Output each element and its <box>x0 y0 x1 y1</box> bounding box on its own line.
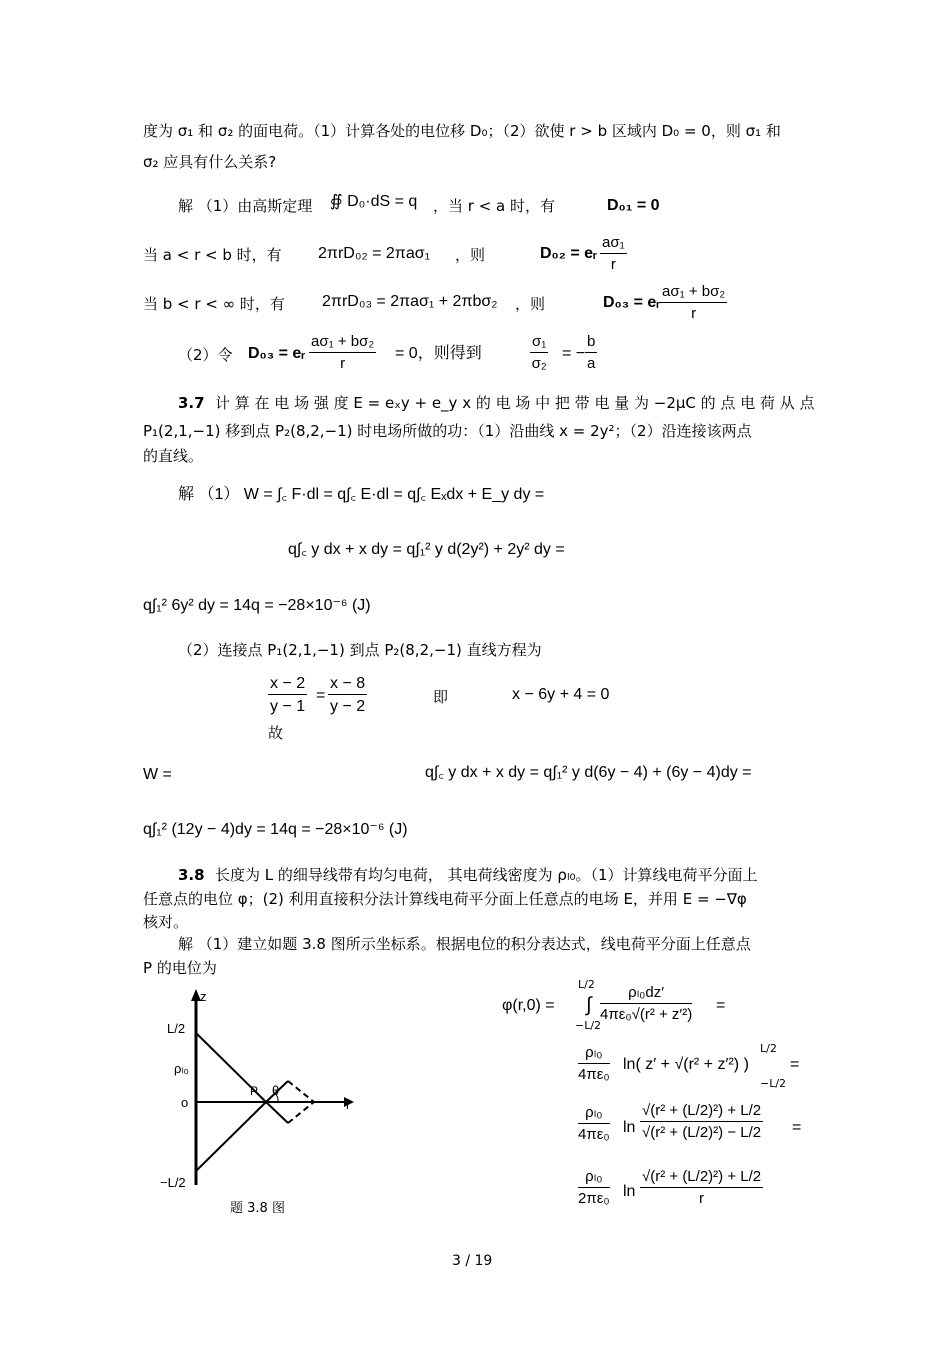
solution-label: 解 （1）由高斯定理 <box>178 197 313 215</box>
work-step-1: 解 （1） W = ∫꜀ F·dl = q∫꜀ E·dl = q∫꜀ Eₓdx + E_y dy = <box>178 486 545 503</box>
top-label: L/2 <box>167 1021 186 1036</box>
phi-step4-log-fraction <box>640 1168 763 1208</box>
case2-then: ，则 <box>455 246 486 264</box>
text-line-2: σ₂ 应具有什么关系? <box>143 153 277 171</box>
theta-label: θ <box>272 1083 280 1098</box>
dashed-upper <box>288 1081 314 1102</box>
origin-label: o <box>181 1095 189 1110</box>
phi-lhs: φ(r,0) = <box>502 997 555 1014</box>
problem-3-8-number: 3.8 <box>178 866 205 884</box>
case3-equation: 2πrD₀₃ = 2πaσ₁ + 2πbσ₂ <box>322 293 498 310</box>
solution-3-8-line-1: 解 （1）建立如题 3.8 图所示坐标系。根据电位的积分表达式，线电荷平分面上任意点 <box>178 935 751 953</box>
line-fraction-2 <box>328 674 367 716</box>
figure-3-8 <box>140 985 380 1225</box>
case3-lhs: D₀₃ = eᵣ <box>603 294 661 311</box>
point-p-label: P <box>250 1084 259 1098</box>
phi-eq1: = <box>716 997 726 1014</box>
rho-label: ρₗ₀ <box>174 1061 189 1076</box>
phi-step1-num: ρₗ₀dz′ <box>600 984 692 1004</box>
line-equation-intro: （2）连接点 P₁(2,1,−1) 到点 P₂(8,2,−1) 直线方程为 <box>178 641 542 659</box>
work-lhs: W = <box>143 766 172 783</box>
part2-lhs: D₀₃ = eᵣ <box>248 345 306 362</box>
phi-step4-num: ρₗ₀ <box>578 1168 610 1188</box>
problem-3-8-text-1: 长度为 L 的细导线带有均匀电荷， 其电荷线密度为 ρₗ₀。（1）计算线电荷平分面上 <box>215 866 758 884</box>
line-frac1-num: x − 2 <box>268 674 307 695</box>
field-vector-down <box>266 1102 288 1123</box>
problem-3-7-text-3: 的直线。 <box>143 447 204 465</box>
condition-text: ，当 r < a 时，有 <box>433 197 556 215</box>
line-frac2-num: x − 8 <box>328 674 367 695</box>
phi-step1-fraction <box>600 984 692 1024</box>
part2-label: （2）令 <box>178 346 233 364</box>
phi-lower-limit: −L/2 <box>575 1019 602 1032</box>
ba-fraction <box>585 333 597 373</box>
phi-eq2: = <box>790 1056 800 1073</box>
r-label: r <box>346 1097 351 1112</box>
ie-text: 即 <box>433 688 449 706</box>
phi-step2-log: ln( z′ + √(r² + z′²) ) <box>623 1056 749 1073</box>
line-equation: x − 6y + 4 = 0 <box>512 686 610 703</box>
phi-step2-num: ρₗ₀ <box>578 1044 610 1064</box>
bottom-label: −L/2 <box>160 1175 186 1190</box>
problem-3-8-text-3: 核对。 <box>143 913 189 931</box>
work-final: q∫₁² (12y − 4)dy = 14q = −28×10⁻⁶ (J) <box>143 821 408 838</box>
case3-numerator: aσ₁ + bσ₂ <box>660 283 727 303</box>
work-step-2: q∫꜀ y dx + x dy = q∫₁² y d(2y²) + 2y² dy = <box>288 541 565 558</box>
problem-3-7-number: 3.7 <box>178 394 205 412</box>
problem-3-8-text-2: 任意点的电位 φ；(2) 利用直接积分法计算线电荷平分面上任意点的电场 E，并用 E = −∇φ <box>143 890 747 908</box>
phi-step3-fraction <box>578 1104 610 1144</box>
part2-denominator: r <box>340 355 346 372</box>
page-number: 3 / 19 <box>452 1253 493 1269</box>
phi-step3-log-den: √(r² + (L/2)²) − L/2 <box>642 1124 762 1141</box>
z-label: z <box>200 989 207 1004</box>
case2-denominator: r <box>610 256 616 273</box>
phi-step2-fraction <box>578 1044 610 1084</box>
a-denominator: a <box>587 355 596 372</box>
result-d01: D₀₁ = 0 <box>607 197 660 214</box>
phi-step3-log-fraction <box>640 1102 763 1142</box>
therefore-text: 故 <box>268 724 284 742</box>
case2-lhs: D₀₂ = eᵣ <box>540 245 598 262</box>
text-line-1: 度为 σ₁ 和 σ₂ 的面电荷。（1）计算各处的电位移 D₀；（2）欲使 r > b 区域内 D₀ = 0，则 σ₁ 和 <box>143 122 781 140</box>
phi-step4-ln: ln <box>623 1183 636 1200</box>
case2-equation: 2πrD₀₂ = 2πaσ₁ <box>318 245 431 262</box>
phi-step4-log-den: r <box>699 1190 705 1207</box>
case3-text: 当 b < r < ∞ 时，有 <box>143 295 285 313</box>
case2-text: 当 a < r < b 时，有 <box>143 246 282 264</box>
phi-step3-ln: ln <box>623 1119 636 1136</box>
case3-denominator: r <box>691 305 697 322</box>
work-rhs: q∫꜀ y dx + x dy = q∫₁² y d(6y − 4) + (6y − 4)dy = <box>425 764 752 781</box>
case3-fraction <box>660 283 727 323</box>
case2-numerator: aσ₁ <box>600 234 627 254</box>
figure-caption: 题 3.8 图 <box>230 1201 285 1216</box>
part2-equals-zero: = 0，则得到 <box>395 345 482 362</box>
phi-step2-upper: L/2 <box>760 1042 777 1055</box>
case2-fraction <box>600 234 627 274</box>
phi-integral-sign: ∫ <box>586 994 592 1016</box>
lower-ray <box>196 1102 266 1171</box>
phi-step3-den: 4πε₀ <box>578 1126 610 1143</box>
phi-step4-den: 2πε₀ <box>578 1190 610 1207</box>
problem-3-7-text-1: 计 算 在 电 场 强 度 E = eₓy + e_y x 的 电 场 中 把 带 电 量 为 −2μC 的 点 电 荷 从 点 <box>215 394 815 412</box>
b-numerator: b <box>585 333 597 353</box>
line-frac2-den: y − 2 <box>330 698 366 716</box>
dashed-lower <box>288 1102 314 1123</box>
sigma-numerator: σ₁ <box>530 333 548 353</box>
work-step-3: q∫₁² 6y² dy = 14q = −28×10⁻⁶ (J) <box>143 597 371 614</box>
line-fraction-1 <box>268 674 307 716</box>
line-equals: = <box>316 687 326 704</box>
phi-upper-limit: L/2 <box>578 978 595 991</box>
line-frac1-den: y − 1 <box>270 698 306 716</box>
part2-numerator: aσ₁ + bσ₂ <box>309 333 376 353</box>
phi-eq3: = <box>792 1119 802 1136</box>
phi-step2-lower: −L/2 <box>760 1077 787 1090</box>
part2-fraction <box>309 333 376 373</box>
gauss-law: ∯ D₀·dS = q <box>330 193 418 210</box>
problem-3-7-text-2: P₁(2,1,−1) 移到点 P₂(8,2,−1) 时电场所做的功：（1）沿曲线 x = 2y²；（2）沿连接该两点 <box>143 422 752 440</box>
ratio-equals: = − <box>562 345 586 362</box>
sigma-denominator: σ₂ <box>531 355 547 372</box>
solution-3-8-line-2: P 的电位为 <box>143 959 217 977</box>
phi-step3-log-num: √(r² + (L/2)²) + L/2 <box>640 1102 763 1122</box>
case3-then: ，则 <box>515 295 546 313</box>
phi-step3-num: ρₗ₀ <box>578 1104 610 1124</box>
phi-step4-fraction <box>578 1168 610 1208</box>
phi-step1-den: 4πε₀√(r² + z′²) <box>600 1006 693 1023</box>
phi-step2-den: 4πε₀ <box>578 1066 610 1083</box>
sigma-ratio <box>530 333 548 373</box>
phi-step4-log-num: √(r² + (L/2)²) + L/2 <box>640 1168 763 1188</box>
